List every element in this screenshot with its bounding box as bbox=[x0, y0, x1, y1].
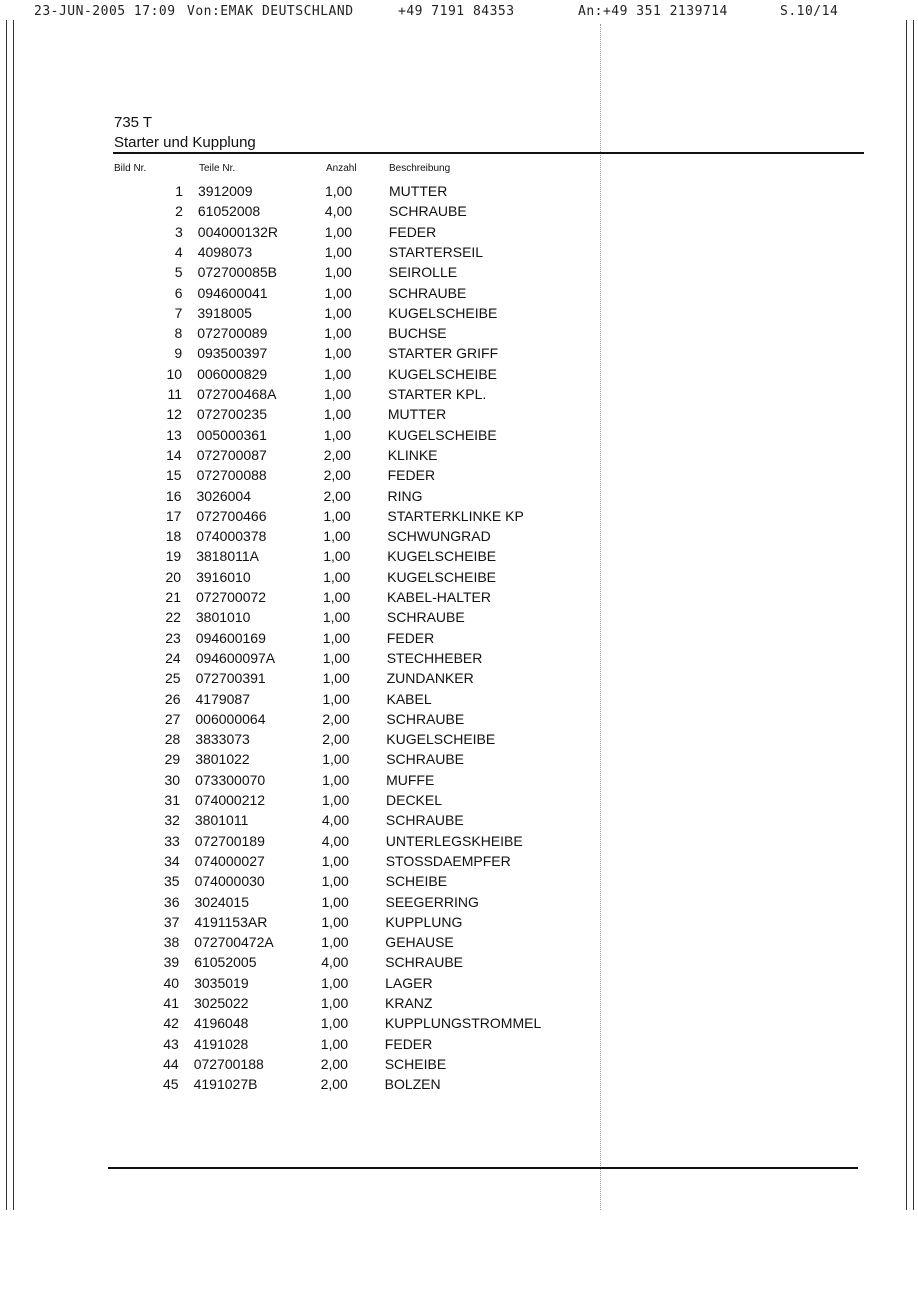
teile-nr-cell: 072700472A bbox=[194, 934, 274, 951]
beschreibung-cell: MUFFE bbox=[386, 771, 435, 788]
table-row bbox=[0, 873, 915, 893]
table-row bbox=[0, 366, 917, 386]
table-row bbox=[0, 244, 918, 264]
bild-nr-cell: 37 bbox=[163, 913, 180, 930]
table-row bbox=[0, 305, 917, 325]
beschreibung-cell: KUGELSCHEIBE bbox=[388, 365, 498, 382]
anzahl-cell: 1,00 bbox=[324, 304, 352, 321]
anzahl-cell: 1,00 bbox=[322, 670, 350, 687]
beschreibung-cell: FEDER bbox=[386, 629, 435, 646]
teile-nr-cell: 074000212 bbox=[195, 792, 266, 808]
beschreibung-cell: SCHRAUBE bbox=[388, 203, 467, 220]
anzahl-cell: 2,00 bbox=[322, 710, 350, 727]
table-row bbox=[0, 894, 915, 914]
bild-nr-cell: 29 bbox=[164, 751, 181, 768]
beschreibung-cell: SCHRAUBE bbox=[385, 954, 463, 971]
anzahl-cell: 1,00 bbox=[321, 995, 349, 1011]
beschreibung-cell: FEDER bbox=[388, 223, 437, 240]
anzahl-cell: 1,00 bbox=[323, 589, 351, 605]
beschreibung-cell: SCHRAUBE bbox=[386, 609, 465, 626]
beschreibung-cell: KRANZ bbox=[385, 995, 433, 1011]
anzahl-cell: 4,00 bbox=[324, 203, 353, 220]
bild-nr-cell: 41 bbox=[163, 995, 179, 1011]
teile-nr-cell: 074000030 bbox=[194, 873, 265, 890]
beschreibung-cell: KUGELSCHEIBE bbox=[386, 731, 496, 748]
bild-nr-cell: 17 bbox=[165, 507, 182, 524]
anzahl-cell: 1,00 bbox=[325, 183, 353, 199]
bild-nr-cell: 42 bbox=[163, 1015, 179, 1032]
table-row bbox=[0, 386, 917, 406]
table-row bbox=[0, 934, 914, 954]
anzahl-cell: 1,00 bbox=[322, 771, 350, 788]
beschreibung-cell: SCHEIBE bbox=[384, 1055, 447, 1072]
teile-nr-cell: 4191028 bbox=[193, 1035, 249, 1052]
bild-nr-cell: 8 bbox=[174, 325, 183, 342]
anzahl-cell: 1,00 bbox=[324, 365, 352, 382]
beschreibung-cell: MUTTER bbox=[387, 406, 447, 423]
table-row bbox=[0, 345, 917, 365]
teile-nr-cell: 072700189 bbox=[194, 832, 265, 849]
teile-nr-cell: 072700466 bbox=[196, 507, 267, 524]
bild-nr-cell: 22 bbox=[165, 609, 181, 626]
beschreibung-cell: ZUNDANKER bbox=[386, 670, 474, 687]
teile-nr-cell: 072700088 bbox=[196, 467, 267, 484]
table-row bbox=[0, 711, 915, 731]
anzahl-cell: 1,00 bbox=[324, 243, 352, 260]
anzahl-cell: 1,00 bbox=[322, 629, 351, 646]
bild-nr-cell: 16 bbox=[165, 487, 182, 504]
beschreibung-cell: SCHEIBE bbox=[385, 873, 448, 890]
anzahl-cell: 1,00 bbox=[321, 873, 349, 890]
bild-nr-cell: 28 bbox=[164, 731, 181, 748]
teile-nr-cell: 005000361 bbox=[196, 426, 267, 443]
beschreibung-cell: SEEGERRING bbox=[385, 893, 479, 910]
table-row bbox=[0, 264, 918, 284]
teile-nr-cell: 072700085B bbox=[197, 264, 278, 281]
anzahl-cell: 1,00 bbox=[323, 548, 351, 565]
table-row bbox=[0, 853, 915, 873]
teile-nr-cell: 006000829 bbox=[197, 365, 268, 382]
beschreibung-cell: KUGELSCHEIBE bbox=[388, 304, 498, 321]
beschreibung-cell: LAGER bbox=[385, 974, 433, 991]
fax-page-number: S.10/14 bbox=[780, 4, 839, 19]
teile-nr-cell: 094600097A bbox=[195, 649, 276, 666]
table-row bbox=[0, 975, 914, 995]
anzahl-cell: 1,00 bbox=[322, 609, 351, 626]
beschreibung-cell: SCHRAUBE bbox=[388, 284, 467, 301]
anzahl-cell: 1,00 bbox=[323, 406, 352, 423]
bild-nr-cell: 13 bbox=[166, 426, 182, 443]
beschreibung-cell: FEDER bbox=[387, 467, 436, 484]
teile-nr-cell: 3026004 bbox=[196, 487, 252, 504]
bild-nr-cell: 31 bbox=[164, 792, 180, 808]
anzahl-cell: 1,00 bbox=[324, 345, 352, 362]
bild-nr-cell: 11 bbox=[167, 386, 182, 402]
anzahl-cell: 2,00 bbox=[320, 1055, 348, 1072]
teile-nr-cell: 3024015 bbox=[194, 893, 250, 910]
bild-nr-cell: 14 bbox=[166, 446, 182, 463]
anzahl-cell: 4,00 bbox=[321, 954, 349, 971]
beschreibung-cell: KUPPLUNG bbox=[385, 913, 463, 930]
teile-nr-cell: 006000064 bbox=[195, 710, 266, 727]
bild-nr-cell: 9 bbox=[174, 345, 183, 362]
table-row bbox=[0, 569, 916, 589]
anzahl-cell: 2,00 bbox=[323, 467, 351, 484]
table-row bbox=[0, 833, 915, 853]
teile-nr-cell: 004000132R bbox=[197, 223, 278, 240]
table-row bbox=[0, 792, 915, 812]
teile-nr-cell: 072700087 bbox=[196, 446, 267, 463]
anzahl-cell: 4,00 bbox=[321, 812, 350, 829]
table-row bbox=[0, 589, 916, 609]
bild-nr-cell: 19 bbox=[165, 548, 182, 565]
anzahl-cell: 1,00 bbox=[321, 852, 349, 869]
table-row bbox=[0, 650, 916, 670]
bild-nr-cell: 32 bbox=[164, 812, 180, 829]
teile-nr-cell: 61052005 bbox=[194, 954, 257, 971]
anzahl-cell: 1,00 bbox=[322, 649, 350, 666]
teile-nr-cell: 094600169 bbox=[195, 629, 266, 646]
teile-nr-cell: 3918005 bbox=[197, 304, 252, 321]
beschreibung-cell: KUPPLUNGSTROMMEL bbox=[384, 1015, 542, 1032]
column-header-teile-nr: Teile Nr. bbox=[199, 163, 236, 174]
beschreibung-cell: STARTER GRIFF bbox=[388, 345, 499, 362]
anzahl-cell: 1,00 bbox=[323, 507, 351, 524]
beschreibung-cell: DECKEL bbox=[386, 792, 443, 808]
table-row bbox=[0, 508, 916, 528]
anzahl-cell: 1,00 bbox=[323, 568, 351, 585]
teile-nr-cell: 072700072 bbox=[196, 589, 267, 605]
anzahl-cell: 2,00 bbox=[320, 1076, 348, 1093]
table-row bbox=[0, 203, 918, 223]
table-row bbox=[0, 548, 916, 568]
bild-nr-cell: 39 bbox=[163, 954, 180, 971]
beschreibung-cell: UNTERLEGSKHEIBE bbox=[385, 832, 523, 849]
table-row bbox=[0, 691, 916, 711]
teile-nr-cell: 3912009 bbox=[198, 183, 253, 199]
teile-nr-cell: 072700391 bbox=[195, 670, 266, 687]
bild-nr-cell: 3 bbox=[175, 223, 183, 240]
bild-nr-cell: 43 bbox=[163, 1035, 179, 1052]
teile-nr-cell: 3801011 bbox=[194, 812, 249, 829]
table-row bbox=[0, 427, 917, 447]
column-header-beschreibung: Beschreibung bbox=[389, 163, 451, 174]
fax-header bbox=[0, 4, 918, 22]
beschreibung-cell: MUTTER bbox=[389, 183, 448, 199]
teile-nr-cell: 072700089 bbox=[197, 325, 268, 342]
teile-nr-cell: 093500397 bbox=[197, 345, 268, 362]
table-row bbox=[0, 954, 914, 974]
table-row bbox=[0, 1056, 914, 1076]
beschreibung-cell: KUGELSCHEIBE bbox=[387, 568, 497, 585]
bild-nr-cell: 35 bbox=[164, 873, 180, 890]
anzahl-cell: 1,00 bbox=[324, 223, 353, 240]
anzahl-cell: 1,00 bbox=[322, 792, 350, 808]
bild-nr-cell: 33 bbox=[164, 832, 180, 849]
beschreibung-cell: SCHRAUBE bbox=[386, 710, 465, 727]
table-row bbox=[0, 995, 914, 1015]
table-row bbox=[0, 609, 916, 629]
anzahl-cell: 1,00 bbox=[324, 386, 352, 402]
bild-nr-cell: 21 bbox=[165, 589, 181, 605]
bild-nr-cell: 10 bbox=[166, 365, 183, 382]
beschreibung-cell: KABEL-HALTER bbox=[387, 589, 491, 605]
fax-date-time: 23-JUN-2005 17:09 bbox=[34, 4, 176, 19]
table-row bbox=[0, 751, 915, 771]
anzahl-cell: 1,00 bbox=[321, 934, 349, 951]
table-row bbox=[0, 1076, 914, 1096]
beschreibung-cell: SCHWUNGRAD bbox=[387, 528, 491, 545]
beschreibung-cell: STARTERSEIL bbox=[388, 243, 484, 260]
teile-nr-cell: 094600041 bbox=[197, 284, 268, 301]
beschreibung-cell: STOSSDAEMPFER bbox=[385, 852, 511, 869]
teile-nr-cell: 3025022 bbox=[194, 995, 249, 1011]
anzahl-cell: 1,00 bbox=[321, 913, 349, 930]
teile-nr-cell: 3833073 bbox=[195, 731, 250, 748]
fax-recipient: An:+49 351 2139714 bbox=[578, 4, 728, 19]
beschreibung-cell: RING bbox=[387, 487, 423, 504]
teile-nr-cell: 4179087 bbox=[195, 690, 251, 707]
bild-nr-cell: 5 bbox=[174, 264, 183, 281]
anzahl-cell: 1,00 bbox=[324, 325, 352, 342]
beschreibung-cell: SEIROLLE bbox=[388, 264, 458, 281]
beschreibung-cell: BUCHSE bbox=[388, 325, 447, 342]
document-title: 735 T bbox=[114, 114, 153, 131]
table-row bbox=[0, 406, 917, 426]
bild-nr-cell: 12 bbox=[166, 406, 182, 423]
teile-nr-cell: 4196048 bbox=[193, 1015, 249, 1032]
beschreibung-cell: FEDER bbox=[384, 1035, 433, 1052]
fax-sender-phone: +49 7191 84353 bbox=[398, 4, 515, 19]
teile-nr-cell: 073300070 bbox=[195, 771, 266, 788]
anzahl-cell: 1,00 bbox=[324, 264, 352, 281]
table-row bbox=[0, 670, 916, 690]
bild-nr-cell: 45 bbox=[163, 1076, 179, 1093]
table-row bbox=[0, 224, 918, 244]
bild-nr-cell: 18 bbox=[165, 528, 182, 545]
teile-nr-cell: 4098073 bbox=[197, 243, 253, 260]
table-row bbox=[0, 731, 915, 751]
table-row bbox=[0, 488, 917, 508]
teile-nr-cell: 072700188 bbox=[193, 1055, 264, 1072]
teile-nr-cell: 3818011A bbox=[196, 548, 260, 565]
table-row bbox=[0, 528, 916, 548]
anzahl-cell: 1,00 bbox=[323, 426, 352, 443]
bild-nr-cell: 30 bbox=[164, 771, 181, 788]
beschreibung-cell: STARTERKLINKE KP bbox=[387, 507, 524, 524]
beschreibung-cell: BOLZEN bbox=[384, 1076, 441, 1093]
bild-nr-cell: 34 bbox=[164, 852, 180, 869]
beschreibung-cell: SCHRAUBE bbox=[386, 751, 464, 768]
anzahl-cell: 1,00 bbox=[322, 690, 350, 707]
anzahl-cell: 1,00 bbox=[324, 284, 352, 301]
bild-nr-cell: 20 bbox=[165, 568, 182, 585]
teile-nr-cell: 074000378 bbox=[196, 528, 267, 545]
teile-nr-cell: 072700468A bbox=[197, 386, 277, 402]
bild-nr-cell: 27 bbox=[164, 710, 181, 727]
bild-nr-cell: 36 bbox=[163, 893, 180, 910]
header-rule bbox=[113, 152, 864, 154]
document-subtitle: Starter und Kupplung bbox=[114, 134, 256, 151]
anzahl-cell: 1,00 bbox=[322, 751, 350, 768]
table-row bbox=[0, 467, 917, 487]
table-row bbox=[0, 325, 917, 345]
table-row bbox=[0, 812, 915, 832]
bild-nr-cell: 15 bbox=[166, 467, 182, 484]
teile-nr-cell: 074000027 bbox=[194, 852, 265, 869]
bild-nr-cell: 7 bbox=[174, 304, 183, 321]
bild-nr-cell: 38 bbox=[163, 934, 180, 951]
teile-nr-cell: 3035019 bbox=[194, 974, 249, 991]
bild-nr-cell: 6 bbox=[174, 284, 183, 301]
beschreibung-cell: KUGELSCHEIBE bbox=[387, 426, 497, 443]
anzahl-cell: 2,00 bbox=[322, 731, 350, 748]
teile-nr-cell: 072700235 bbox=[196, 406, 267, 423]
beschreibung-cell: STECHHEBER bbox=[386, 649, 483, 666]
anzahl-cell: 4,00 bbox=[321, 832, 350, 849]
bild-nr-cell: 23 bbox=[165, 629, 181, 646]
anzahl-cell: 2,00 bbox=[323, 446, 351, 463]
beschreibung-cell: KLINKE bbox=[387, 446, 438, 463]
fax-sender: Von:EMAK DEUTSCHLAND bbox=[187, 4, 354, 19]
bild-nr-cell: 1 bbox=[175, 183, 183, 199]
table-row bbox=[0, 630, 916, 650]
beschreibung-cell: STARTER KPL. bbox=[388, 386, 487, 402]
anzahl-cell: 1,00 bbox=[321, 974, 349, 991]
table-row bbox=[0, 447, 917, 467]
teile-nr-cell: 4191027B bbox=[193, 1076, 258, 1093]
anzahl-cell: 1,00 bbox=[321, 893, 349, 910]
beschreibung-cell: KABEL bbox=[386, 690, 432, 707]
column-header-anzahl: Anzahl bbox=[326, 163, 357, 174]
table-row bbox=[0, 285, 918, 305]
beschreibung-cell: KUGELSCHEIBE bbox=[387, 548, 497, 565]
anzahl-cell: 1,00 bbox=[320, 1035, 349, 1052]
anzahl-cell: 1,00 bbox=[323, 528, 351, 545]
teile-nr-cell: 3916010 bbox=[196, 568, 251, 585]
bild-nr-cell: 4 bbox=[174, 243, 183, 260]
teile-nr-cell: 4191153AR bbox=[194, 913, 268, 930]
teile-nr-cell: 3801022 bbox=[195, 751, 250, 768]
teile-nr-cell: 61052008 bbox=[197, 203, 261, 220]
table-row bbox=[0, 1015, 914, 1035]
bild-nr-cell: 24 bbox=[165, 649, 181, 666]
beschreibung-cell: SCHRAUBE bbox=[385, 812, 464, 829]
table-row bbox=[0, 1036, 914, 1056]
bild-nr-cell: 40 bbox=[163, 974, 180, 991]
anzahl-cell: 1,00 bbox=[320, 1015, 349, 1032]
table-row bbox=[0, 914, 914, 934]
bild-nr-cell: 26 bbox=[164, 690, 181, 707]
column-header-bild-nr: Bild Nr. bbox=[114, 163, 147, 174]
beschreibung-cell: GEHAUSE bbox=[385, 934, 454, 951]
table-row bbox=[0, 772, 915, 792]
table-row bbox=[0, 183, 918, 203]
bild-nr-cell: 2 bbox=[175, 203, 183, 220]
anzahl-cell: 2,00 bbox=[323, 487, 351, 504]
footer-rule bbox=[108, 1167, 858, 1169]
teile-nr-cell: 3801010 bbox=[195, 609, 251, 626]
bild-nr-cell: 25 bbox=[165, 670, 181, 687]
bild-nr-cell: 44 bbox=[163, 1055, 179, 1072]
